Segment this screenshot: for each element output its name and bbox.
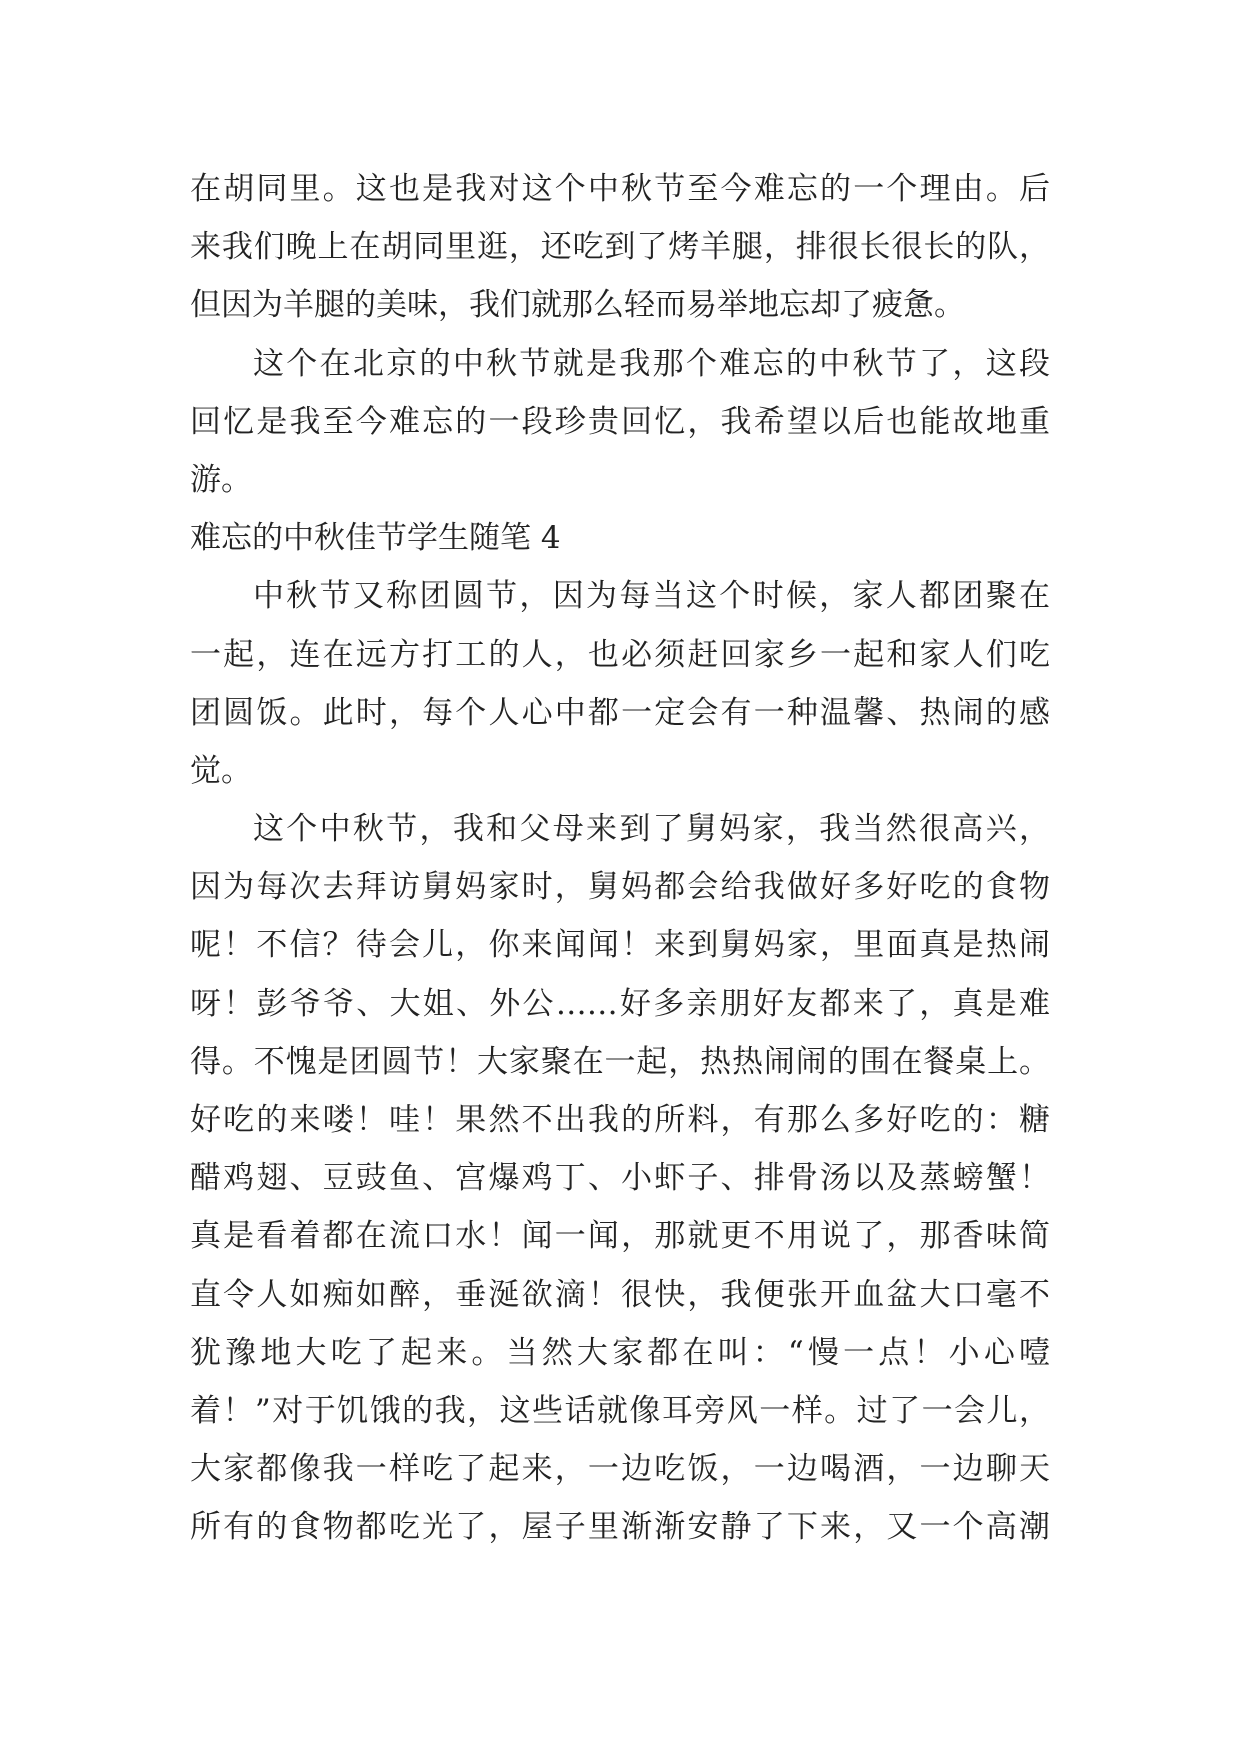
text-line: 来我们晚上在胡同里逛，还吃到了烤羊腿，排很长很长的队， [190,229,1050,266]
text-line: 这个中秋节，我和父母来到了舅妈家，我当然很高兴， [253,811,1050,848]
text-line: 着！”对于饥饿的我，这些话就像耳旁风一样。过了一会儿， [190,1392,1050,1429]
text-line: 犹豫地大吃了起来。当然大家都在叫：“慢一点！小心噎 [190,1334,1050,1371]
text-line: 觉。 [190,752,252,789]
paragraph-continuation [190,160,1050,335]
text-line: 呢！不信？待会儿，你来闻闻！来到舅妈家，里面真是热闹 [190,927,1050,964]
paragraph-intro [190,567,1050,800]
text-line: 回忆是我至今难忘的一段珍贵回忆，我希望以后也能故地重 [190,403,1050,440]
text-line: 得。不愧是团圆节！大家聚在一起，热热闹闹的围在餐桌上。 [190,1043,1050,1080]
text-line: 呀！彭爷爷、大姐、外公……好多亲朋好友都来了，真是难 [190,985,1050,1022]
paragraph-conclusion [190,335,1050,510]
text-line: 中秋节又称团圆节，因为每当这个时候，家人都团聚在 [253,578,1050,615]
text-line: 真是看着都在流口水！闻一闻，那就更不用说了，那香味简 [190,1218,1050,1255]
text-line: 所有的食物都吃光了，屋子里渐渐安静了下来，又一个高潮 [190,1509,1050,1546]
text-line: 一起，连在远方打工的人，也必须赶回家乡一起和家人们吃 [190,636,1050,673]
document-body [190,160,1050,1557]
section-title: 难忘的中秋佳节学生随笔 4 [190,520,561,557]
text-line: 大家都像我一样吃了起来，一边吃饭，一边喝酒，一边聊天 [190,1451,1050,1488]
text-line: 直令人如痴如醉，垂涎欲滴！很快，我便张开血盆大口毫不 [190,1276,1050,1313]
text-line: 团圆饭。此时，每个人心中都一定会有一种温馨、热闹的感 [190,694,1050,731]
text-line: 但因为羊腿的美味，我们就那么轻而易举地忘却了疲惫。 [190,287,965,324]
text-line: 这个在北京的中秋节就是我那个难忘的中秋节了，这段 [253,345,1050,382]
paragraph-story [190,800,1050,1556]
text-line: 醋鸡翅、豆豉鱼、宫爆鸡丁、小虾子、排骨汤以及蒸螃蟹！ [190,1160,1050,1197]
text-line: 在胡同里。这也是我对这个中秋节至今难忘的一个理由。后 [190,171,1050,207]
text-line: 因为每次去拜访舅妈家时，舅妈都会给我做好多好吃的食物 [190,869,1050,906]
text-line: 游。 [190,461,252,498]
text-line: 好吃的来喽！哇！果然不出我的所料，有那么多好吃的：糖 [190,1102,1050,1138]
